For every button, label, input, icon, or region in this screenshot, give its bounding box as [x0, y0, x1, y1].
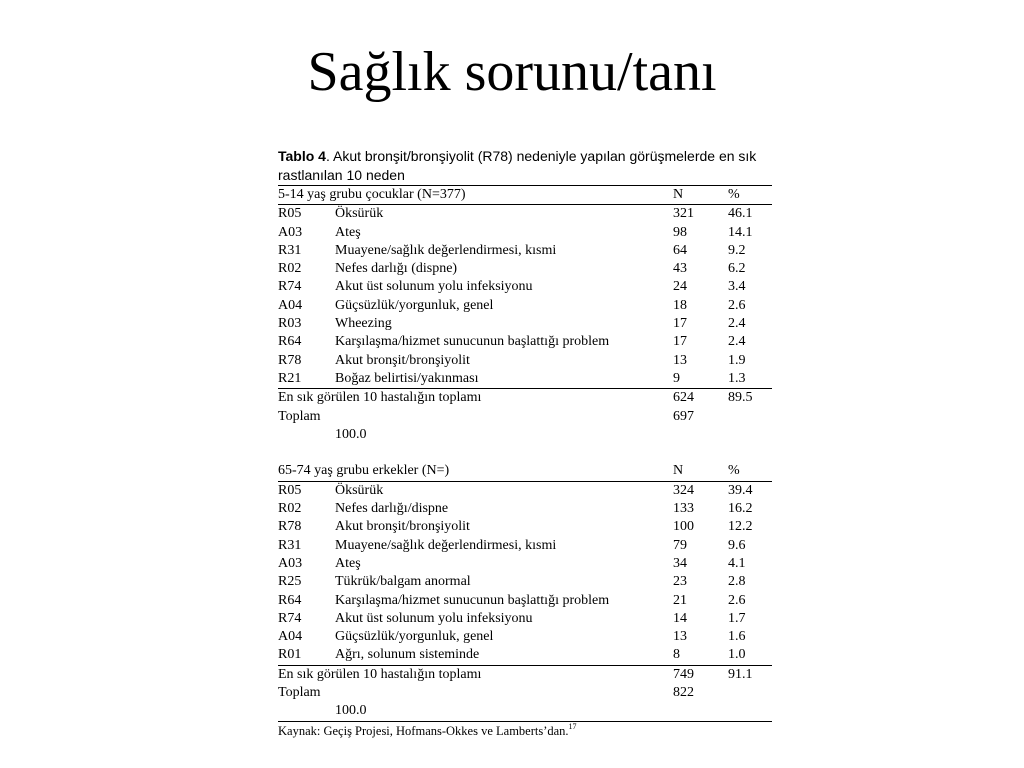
row-code: R03: [278, 316, 302, 332]
row-percent: 14.1: [728, 224, 753, 240]
row-code: A03: [278, 555, 303, 571]
column-header-n: N: [673, 187, 684, 202]
row-percent: 39.4: [728, 482, 753, 498]
row-percent: 1.6: [728, 629, 746, 645]
row-percent: 4.1: [728, 555, 746, 571]
row-code: R31: [278, 537, 302, 553]
row-percent: 2.8: [728, 574, 746, 590]
data-table: [278, 147, 772, 740]
row-percent: 2.6: [728, 297, 746, 313]
row-code: R31: [278, 242, 302, 258]
row-code: R78: [278, 519, 302, 535]
column-header-percent: %: [728, 463, 740, 479]
summary-row: [278, 389, 772, 407]
summary-label: En sık görülen 10 hastalığın toplamı: [278, 390, 482, 406]
summary-row: [278, 666, 772, 684]
row-reason: Muayene/sağlık değerlendirmesi, kısmi: [335, 537, 557, 553]
row-code: R78: [278, 352, 302, 368]
row-n: 18: [673, 297, 687, 313]
total-n: 822: [673, 685, 694, 701]
table-row: [278, 518, 772, 536]
table-row: [278, 333, 772, 351]
summary-percent: 91.1: [728, 666, 753, 682]
table-row: [278, 628, 772, 646]
row-n: 17: [673, 316, 687, 332]
total-row: [278, 408, 772, 426]
source-text: Kaynak: Geçiş Projesi, Hofmans-Okkes ve Lamberts’dan.: [278, 723, 569, 738]
column-header-percent: %: [728, 187, 740, 202]
row-reason: Öksürük: [335, 206, 384, 222]
section-spacer: [278, 444, 772, 462]
table-row: [278, 500, 772, 518]
row-reason: Muayene/sağlık değerlendirmesi, kısmi: [335, 242, 557, 258]
row-code: R21: [278, 370, 302, 386]
summary-label: En sık görülen 10 hastalığın toplamı: [278, 666, 482, 682]
row-reason: Akut üst solunum yolu infeksiyonu: [335, 610, 533, 626]
row-n: 8: [673, 647, 680, 663]
row-reason: Akut bronşit/bronşiyolit: [335, 519, 470, 535]
row-n: 133: [673, 501, 694, 517]
summary-n: 624: [673, 390, 694, 406]
table-row: [278, 646, 772, 664]
row-code: A04: [278, 629, 303, 645]
row-percent: 1.3: [728, 370, 746, 386]
table-row: [278, 555, 772, 573]
total-percent-row: [278, 702, 772, 720]
row-reason: Akut üst solunum yolu infeksiyonu: [335, 279, 533, 295]
row-percent: 2.4: [728, 316, 746, 332]
row-percent: 2.4: [728, 334, 746, 350]
table-row: [278, 224, 772, 242]
row-n: 21: [673, 592, 687, 608]
table-row: [278, 573, 772, 591]
row-percent: 1.9: [728, 352, 746, 368]
row-reason: Ateş: [335, 224, 361, 240]
section-header-row: [278, 186, 772, 204]
total-percent: 100.0: [335, 426, 367, 442]
row-reason: Ağrı, solunum sisteminde: [335, 647, 480, 663]
row-reason: Öksürük: [335, 482, 384, 498]
row-reason: Nefes darlığı (dispne): [335, 261, 458, 277]
row-n: 43: [673, 261, 687, 277]
row-reason: Boğaz belirtisi/yakınması: [335, 370, 479, 386]
row-n: 100: [673, 519, 694, 535]
table-row: [278, 610, 772, 628]
total-label: Toplam: [278, 408, 321, 424]
total-n: 697: [673, 408, 694, 424]
row-reason: Wheezing: [335, 316, 392, 332]
row-percent: 2.6: [728, 592, 746, 608]
row-percent: 12.2: [728, 519, 753, 535]
row-n: 23: [673, 574, 687, 590]
source-note: [278, 722, 772, 740]
table-row: [278, 482, 772, 500]
section-rows: [278, 482, 772, 665]
row-n: 79: [673, 537, 687, 553]
row-n: 14: [673, 610, 687, 626]
row-code: R74: [278, 610, 302, 626]
row-n: 17: [673, 334, 687, 350]
table-row: [278, 205, 772, 223]
table-caption-label: Tablo 4: [278, 148, 326, 164]
table-caption: [278, 147, 772, 185]
row-percent: 3.4: [728, 279, 746, 295]
row-n: 34: [673, 555, 687, 571]
table-row: [278, 352, 772, 370]
total-row: [278, 684, 772, 702]
row-percent: 1.0: [728, 647, 746, 663]
row-percent: 16.2: [728, 501, 753, 517]
table-row: [278, 297, 772, 315]
section-heading: 5-14 yaş grubu çocuklar (N=377): [278, 187, 466, 202]
row-reason: Güçsüzlük/yorgunluk, genel: [335, 629, 494, 645]
section-rows: [278, 205, 772, 388]
row-code: R01: [278, 647, 302, 663]
row-percent: 6.2: [728, 261, 746, 277]
row-n: 64: [673, 242, 687, 258]
row-percent: 1.7: [728, 610, 746, 626]
row-reason: Tükrük/balgam anormal: [335, 574, 471, 590]
total-label: Toplam: [278, 685, 321, 701]
table-row: [278, 537, 772, 555]
section-heading: 65-74 yaş grubu erkekler (N=): [278, 463, 450, 479]
table-row: [278, 260, 772, 278]
row-code: A04: [278, 297, 303, 313]
row-code: R64: [278, 334, 302, 350]
table-row: [278, 315, 772, 333]
summary-percent: 89.5: [728, 390, 753, 406]
source-reference: 17: [568, 721, 577, 731]
row-reason: Karşılaşma/hizmet sunucunun başlattığı problem: [335, 592, 610, 608]
row-code: R64: [278, 592, 302, 608]
table-row: [278, 242, 772, 260]
row-percent: 9.2: [728, 242, 746, 258]
row-percent: 9.6: [728, 537, 746, 553]
row-reason: Ateş: [335, 555, 361, 571]
summary-n: 749: [673, 666, 694, 682]
row-reason: Karşılaşma/hizmet sunucunun başlattığı problem: [335, 334, 610, 350]
row-n: 13: [673, 352, 687, 368]
total-percent: 100.0: [335, 703, 367, 719]
row-code: R05: [278, 482, 302, 498]
row-reason: Güçsüzlük/yorgunluk, genel: [335, 297, 494, 313]
table-row: [278, 278, 772, 296]
total-percent-row: [278, 426, 772, 444]
row-code: R02: [278, 261, 302, 277]
row-n: 324: [673, 482, 694, 498]
row-n: 13: [673, 629, 687, 645]
section-header-row: [278, 462, 772, 480]
table-caption-text: . Akut bronşit/bronşiyolit (R78) nedeniyle yapılan görüşmelerde en sık rastlanılan 10 neden: [278, 148, 757, 183]
row-reason: Nefes darlığı/dispne: [335, 501, 449, 517]
row-n: 9: [673, 370, 680, 386]
row-code: R74: [278, 279, 302, 295]
row-code: A03: [278, 224, 303, 240]
row-code: R25: [278, 574, 302, 590]
slide-title: Sağlık sorunu/tanı: [307, 41, 717, 103]
row-n: 98: [673, 224, 687, 240]
row-code: R02: [278, 501, 302, 517]
row-code: R05: [278, 206, 302, 222]
row-reason: Akut bronşit/bronşiyolit: [335, 352, 470, 368]
row-percent: 46.1: [728, 206, 753, 222]
row-n: 321: [673, 206, 694, 222]
column-header-n: N: [673, 463, 684, 479]
row-n: 24: [673, 279, 687, 295]
table-row: [278, 370, 772, 388]
table-row: [278, 592, 772, 610]
